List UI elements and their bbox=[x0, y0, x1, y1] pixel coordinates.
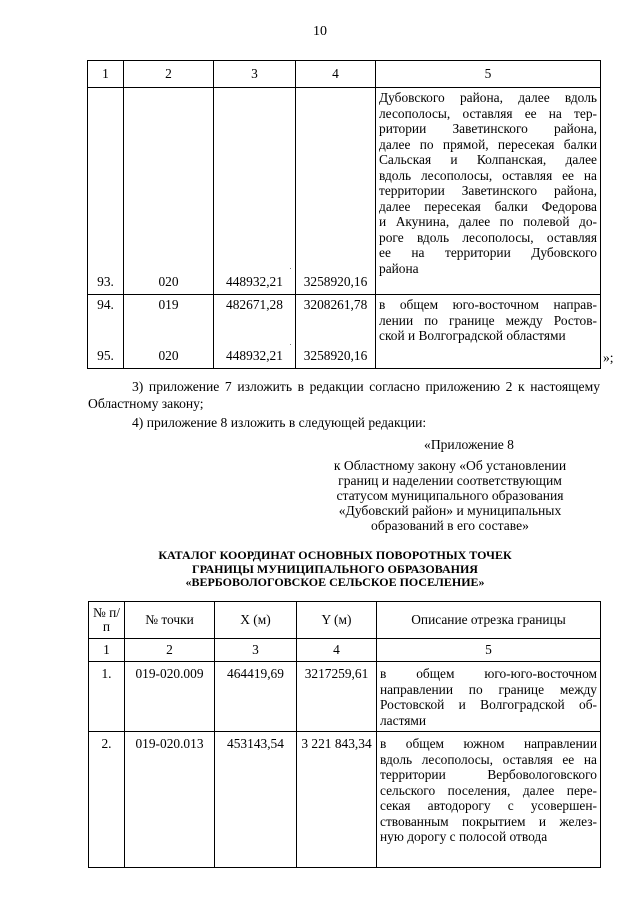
x-coordinate: 453143,54 bbox=[215, 732, 297, 868]
text-line: в общем юго-восточном направ- bbox=[379, 297, 597, 312]
column-numbers-row bbox=[89, 639, 601, 662]
segment-description bbox=[377, 662, 601, 732]
segment-description bbox=[377, 732, 601, 868]
text-line: далее пересекая балки Федорова bbox=[379, 198, 597, 214]
y-coordinate: 3208261,78 3258920,16 bbox=[296, 295, 376, 369]
text-line: сельского поселения, далее пере- bbox=[380, 782, 597, 798]
text-line: территории Заветинского района, bbox=[379, 183, 597, 198]
text-line: ской и Волгоградской областями bbox=[379, 328, 566, 343]
text-line: Дубовского района, далее вдоль bbox=[379, 90, 597, 105]
boundary-table-continued bbox=[87, 60, 601, 369]
y-coordinate: 3217259,61 bbox=[297, 662, 377, 732]
header-cell: 3 bbox=[214, 61, 296, 88]
text-line: секая автодорогу с усовершен- bbox=[380, 798, 597, 813]
text-line: вдоль лесополосы, оставляя ее на bbox=[380, 751, 597, 767]
text-line: ластями bbox=[380, 712, 427, 728]
header-cell: 2 bbox=[124, 61, 214, 88]
table-row bbox=[89, 732, 601, 868]
text-line: ритории Заветинского района, bbox=[379, 121, 597, 136]
row-number: 1. bbox=[89, 662, 125, 732]
point-number: 019-020.013 bbox=[125, 732, 215, 868]
header-row-number: № п/п bbox=[89, 602, 125, 639]
text-line: в общем юго-юго-восточном bbox=[380, 666, 597, 681]
x-coordinate: 464419,69 bbox=[215, 662, 297, 732]
row-number: 93. bbox=[88, 88, 124, 295]
text-line: роге вдоль лесополосы, оставляя bbox=[379, 229, 597, 245]
catalog-title bbox=[100, 549, 570, 590]
text-line: территории Вербовологовского bbox=[380, 767, 597, 782]
text-line: «ВЕРБОВОЛОГОВСКОЕ СЕЛЬСКОЕ ПОСЕЛЕНИЕ» bbox=[185, 575, 485, 589]
text-line: ствованным покрытием и желез- bbox=[380, 813, 597, 829]
text-line: образований в его составе» bbox=[371, 518, 529, 533]
text-line: лении по границе между Ростов- bbox=[379, 312, 597, 328]
coordinates-catalog-table bbox=[88, 601, 601, 868]
header-point-number: № точки bbox=[125, 602, 215, 639]
text-line: статусом муниципального образования bbox=[336, 488, 564, 503]
table-header-row bbox=[88, 61, 601, 88]
closing-quote: »; bbox=[603, 350, 614, 365]
row-number: 94. 95. bbox=[88, 295, 124, 369]
appendix-subtitle bbox=[300, 458, 600, 533]
text-line: района bbox=[379, 260, 419, 276]
column-number: 3 bbox=[215, 639, 297, 662]
text-line: и Акунина, далее по полевой до- bbox=[379, 214, 597, 229]
header-cell: 4 bbox=[296, 61, 376, 88]
text-line: ную дорогу с полосой отвода bbox=[380, 829, 548, 844]
header-x: X (м) bbox=[215, 602, 297, 639]
text-line: направлении по границе между bbox=[380, 681, 597, 697]
paragraph-item-3: 3) приложение 7 изложить в редакции согласно приложению 2 к настоящему Областному закону; bbox=[88, 379, 600, 411]
y-coordinate: 3258920,16 bbox=[296, 88, 376, 295]
paragraph-item-4: 4) приложение 8 изложить в следующей редакции: bbox=[132, 415, 427, 430]
text-line: вдоль лесополосы, оставляя ее на bbox=[379, 167, 597, 183]
y-coordinate: 3 221 843,34 bbox=[297, 732, 377, 868]
table-row bbox=[88, 88, 601, 295]
text-line: ГРАНИЦЫ МУНИЦИПАЛЬНОГО ОБРАЗОВАНИЯ bbox=[192, 561, 478, 576]
segment-description bbox=[376, 295, 601, 369]
header-cell: 1 bbox=[88, 61, 124, 88]
column-number: 4 bbox=[297, 639, 377, 662]
header-description: Описание отрезка границы bbox=[377, 602, 601, 639]
text-line: далее по прямой, пересекая балки bbox=[379, 136, 597, 152]
text-line: КАТАЛОГ КООРДИНАТ ОСНОВНЫХ ПОВОРОТНЫХ ТОЧЕК bbox=[158, 548, 512, 562]
text-line: границ и наделении соответствующим bbox=[338, 473, 562, 488]
text-line: к Областному закону «Об установлении bbox=[333, 458, 567, 473]
table-row bbox=[89, 662, 601, 732]
segment-description bbox=[376, 88, 601, 295]
text-line: ее на территории Дубовского bbox=[379, 245, 597, 260]
header-cell: 5 bbox=[376, 61, 601, 88]
column-number: 2 bbox=[125, 639, 215, 662]
table-row bbox=[88, 295, 601, 369]
row-number: 2. bbox=[89, 732, 125, 868]
table-header-row bbox=[89, 602, 601, 639]
text-line: лесополосы, оставляя ее на тер- bbox=[379, 105, 597, 121]
column-number: 5 bbox=[377, 639, 601, 662]
appendix-title: «Приложение 8 bbox=[424, 437, 514, 452]
point-number: 019 020 bbox=[124, 295, 214, 369]
text-line: «Дубовский район» и муниципальных bbox=[338, 503, 562, 518]
x-coordinate: 482671,28 448932,21 bbox=[214, 295, 296, 369]
header-y: Y (м) bbox=[297, 602, 377, 639]
text-line: в общем южном направлении bbox=[380, 736, 597, 751]
column-number: 1 bbox=[89, 639, 125, 662]
text-line: Сальская и Колпанская, далее bbox=[379, 152, 597, 167]
x-coordinate: 448932,21 bbox=[214, 88, 296, 295]
point-number: 020 bbox=[124, 88, 214, 295]
page-number: 10 bbox=[313, 24, 327, 39]
point-number: 019-020.009 bbox=[125, 662, 215, 732]
text-line: Ростовской и Волгоградской об- bbox=[380, 697, 597, 712]
